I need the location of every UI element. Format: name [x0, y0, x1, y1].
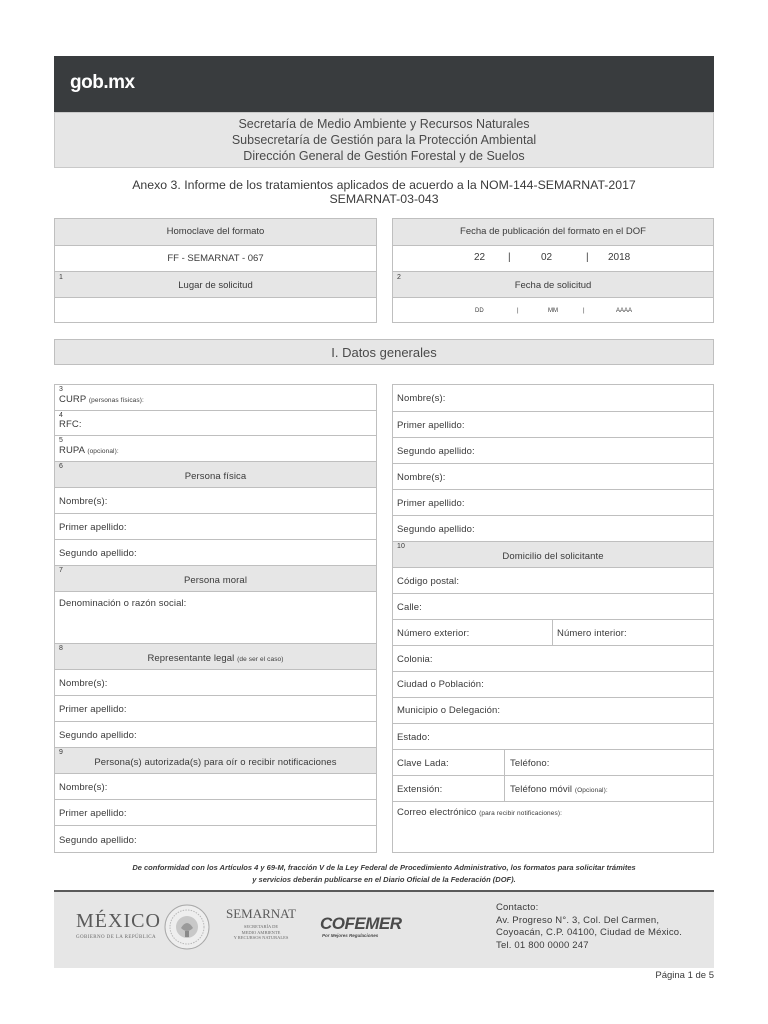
estado-label: Estado:: [397, 732, 430, 743]
fecha-solicitud-header: [393, 271, 713, 297]
persona-fisica-header: [55, 461, 376, 487]
contact-title: Contacto:: [496, 902, 539, 913]
r-segundo-apellido-field-1[interactable]: [393, 437, 713, 463]
semarnat-subtitle-line: SECRETARÍA DE: [243, 924, 279, 929]
segundo-apellido-label: Segundo apellido:: [397, 524, 475, 535]
telefono-movil-note: (Opcional):: [574, 787, 608, 794]
persona-moral-label: Persona moral: [183, 575, 248, 586]
annex-title-line-2: SEMARNAT-03-043: [329, 192, 439, 206]
homoclave-header: [55, 219, 376, 245]
cofemer-logo-subtitle: Por Mejores Regulaciones: [322, 933, 379, 938]
codigo-postal-label: Código postal:: [397, 576, 460, 587]
right-form: [392, 384, 714, 853]
r-primer-apellido-field-1[interactable]: [393, 411, 713, 437]
telefono-row: [393, 749, 713, 775]
date-separator: |: [508, 252, 511, 263]
representante-note: (de ser el caso): [237, 656, 284, 663]
curp-note: (personas físicas):: [88, 397, 144, 404]
gobmx-logo: gob.mx: [70, 72, 135, 93]
mexico-logo: MÉXICO: [76, 910, 161, 932]
page-number: Página 1 de 5: [655, 970, 714, 981]
rupa-field[interactable]: [55, 435, 376, 461]
field-number: 6: [59, 463, 63, 470]
legal-note: [54, 862, 714, 886]
nombre-label: Nombre(s):: [59, 678, 108, 689]
contact-address-line-1: Av. Progreso N°. 3, Col. Del Carmen,: [496, 914, 660, 926]
ciudad-field[interactable]: [393, 671, 713, 697]
autorizada-label: Persona(s) autorizada(s) para oír o recibir notificaciones: [94, 757, 337, 768]
cofemer-logo: COFEMER: [320, 914, 402, 933]
representante-legal-label: Representante legal: [147, 653, 235, 664]
header-line-1: Secretaría de Medio Ambiente y Recursos Naturales: [238, 117, 530, 131]
persona-moral-header: [55, 565, 376, 591]
lugar-label: Lugar de solicitud: [178, 280, 253, 291]
pub-year: 2018: [608, 252, 631, 263]
field-number: 8: [59, 645, 63, 652]
domicilio-header: [393, 541, 713, 567]
header-line-3: Dirección General de Gestión Forestal y de Suelos: [243, 149, 525, 163]
semarnat-logo: SEMARNAT: [226, 906, 297, 921]
denominacion-field[interactable]: [55, 591, 376, 643]
date-separator: |: [517, 308, 519, 314]
numero-row: [393, 619, 713, 645]
institution-header: [54, 112, 714, 168]
homoclave-value-cell: [55, 245, 376, 271]
pub-month: 02: [541, 252, 553, 263]
legal-note-line-2: y servicios deberán publicarse en el Diario Oficial de la Federación (DOF).: [252, 875, 516, 884]
pub-day: 22: [474, 252, 486, 263]
primer-apellido-label: Primer apellido:: [397, 498, 465, 509]
primer-apellido-label: Primer apellido:: [397, 420, 465, 431]
section-title: I. Datos generales: [54, 339, 714, 365]
fecha-solicitud-label: Fecha de solicitud: [514, 280, 592, 291]
municipio-label: Municipio o Delegación:: [397, 705, 501, 716]
segundo-apellido-label: Segundo apellido:: [59, 730, 137, 741]
municipio-field[interactable]: [393, 697, 713, 723]
aaaa-hint: AAAA: [616, 308, 633, 314]
telefono-movil-label: Teléfono móvil: [510, 784, 573, 795]
primer-apellido-label: Primer apellido:: [59, 704, 127, 715]
fecha-solicitud-input[interactable]: [393, 297, 713, 323]
contact-info: [496, 902, 682, 952]
fecha-pub-value-cell: [393, 245, 713, 271]
primer-apellido-label: Primer apellido:: [59, 808, 127, 819]
clave-lada-label: Clave Lada:: [397, 758, 449, 769]
calle-label: Calle:: [397, 602, 422, 613]
annex-title: [54, 178, 714, 206]
correo-note: (para recibir notificaciones):: [479, 810, 563, 817]
mexico-logo-subtitle: GOBIERNO DE LA REPÚBLICA: [76, 935, 157, 940]
top-banner: [54, 56, 714, 112]
nombre-label: Nombre(s):: [59, 782, 108, 793]
curp-label: CURP: [59, 394, 87, 405]
fisica-primer-apellido-field[interactable]: [55, 513, 376, 539]
semarnat-subtitle-line: MEDIO AMBIENTE: [241, 929, 281, 935]
r-segundo-apellido-field-2[interactable]: [393, 515, 713, 541]
field-number: 4: [59, 412, 63, 419]
telefono-label: Teléfono:: [510, 758, 550, 769]
footer: [54, 892, 714, 968]
homoclave-label: Homoclave del formato: [166, 226, 265, 237]
estado-field[interactable]: [393, 723, 713, 749]
segundo-apellido-label: Segundo apellido:: [397, 446, 475, 457]
dd-hint: DD: [475, 308, 484, 314]
field-number: 10: [397, 543, 405, 550]
homoclave-value: FF - SEMARNAT - 067: [167, 253, 264, 264]
contact-address-line-2: Coyoacán, C.P. 04100, Ciudad de México.: [496, 927, 683, 938]
field-number: 5: [59, 437, 63, 444]
extension-label: Extensión:: [397, 784, 443, 795]
date-separator: |: [583, 308, 585, 314]
calle-field[interactable]: [393, 593, 713, 619]
rupa-note: (opcional):: [87, 448, 119, 455]
national-seal-icon: [164, 904, 210, 950]
date-separator: |: [586, 252, 589, 263]
colonia-field[interactable]: [393, 645, 713, 671]
format-info-box: [54, 218, 377, 323]
date-info-box: [392, 218, 714, 323]
rfc-label: RFC:: [59, 419, 82, 430]
persona-fisica-label: Persona física: [184, 471, 247, 482]
extension-row: [393, 775, 713, 801]
fecha-pub-header: [393, 219, 713, 245]
semarnat-subtitle-line: Y RECURSOS NATURALES: [233, 935, 289, 940]
header-line-2: Subsecretaría de Gestión para la Protección Ambiental: [231, 133, 537, 147]
correo-field[interactable]: [393, 801, 713, 853]
column-divider: [504, 776, 505, 801]
codigo-postal-field[interactable]: [393, 567, 713, 593]
contact-phone: Tel. 01 800 0000 247: [496, 939, 589, 951]
rep-nombre-field[interactable]: [55, 669, 376, 695]
domicilio-label: Domicilio del solicitante: [502, 551, 604, 562]
nombre-label: Nombre(s):: [397, 472, 446, 483]
numero-exterior-label: Número exterior:: [397, 628, 470, 639]
representante-legal-header: [55, 643, 376, 669]
numero-interior-label: Número interior:: [557, 628, 627, 639]
rupa-label: RUPA: [59, 445, 85, 456]
rfc-field[interactable]: [55, 410, 376, 435]
column-divider: [504, 750, 505, 775]
mm-hint: MM: [548, 308, 558, 314]
semarnat-logo-subtitle: [226, 924, 296, 941]
column-divider: [552, 620, 553, 645]
correo-label: Correo electrónico: [397, 807, 477, 818]
field-number: 1: [59, 274, 63, 281]
ciudad-label: Ciudad o Población:: [397, 679, 484, 690]
segundo-apellido-label: Segundo apellido:: [59, 548, 137, 559]
field-number: 2: [397, 274, 401, 281]
field-number: 7: [59, 567, 63, 574]
autorizada-header: [55, 747, 376, 773]
r-nombre-field-2[interactable]: [393, 463, 713, 489]
nombre-label: Nombre(s):: [397, 393, 446, 404]
left-form: [54, 384, 377, 853]
legal-note-line-1: De conformidad con los Artículos 4 y 69-M, fracción V de la Ley Federal de Procedimiento Administrativo, los formatos para solicitar trámites: [132, 863, 636, 872]
segundo-apellido-label: Segundo apellido:: [59, 835, 137, 846]
field-number: 3: [59, 386, 63, 393]
denominacion-label: Denominación o razón social:: [59, 598, 187, 609]
rep-segundo-apellido-field[interactable]: [55, 721, 376, 747]
aut-primer-apellido-field[interactable]: [55, 799, 376, 825]
fisica-nombre-field[interactable]: [55, 487, 376, 513]
colonia-label: Colonia:: [397, 654, 433, 665]
nombre-label: Nombre(s):: [59, 496, 108, 507]
curp-field[interactable]: [55, 385, 376, 410]
r-primer-apellido-field-2[interactable]: [393, 489, 713, 515]
aut-nombre-field[interactable]: [55, 773, 376, 799]
r-nombre-field-1[interactable]: [393, 385, 713, 411]
lugar-input[interactable]: [55, 297, 376, 323]
fecha-pub-label: Fecha de publicación del formato en el DOF: [460, 226, 646, 237]
lugar-header: [55, 271, 376, 297]
rep-primer-apellido-field[interactable]: [55, 695, 376, 721]
aut-segundo-apellido-field[interactable]: [55, 825, 376, 853]
fisica-segundo-apellido-field[interactable]: [55, 539, 376, 565]
primer-apellido-label: Primer apellido:: [59, 522, 127, 533]
annex-title-line-1: Anexo 3. Informe de los tratamientos aplicados de acuerdo a la NOM-144-SEMARNAT-2017: [132, 178, 636, 192]
field-number: 9: [59, 749, 63, 756]
